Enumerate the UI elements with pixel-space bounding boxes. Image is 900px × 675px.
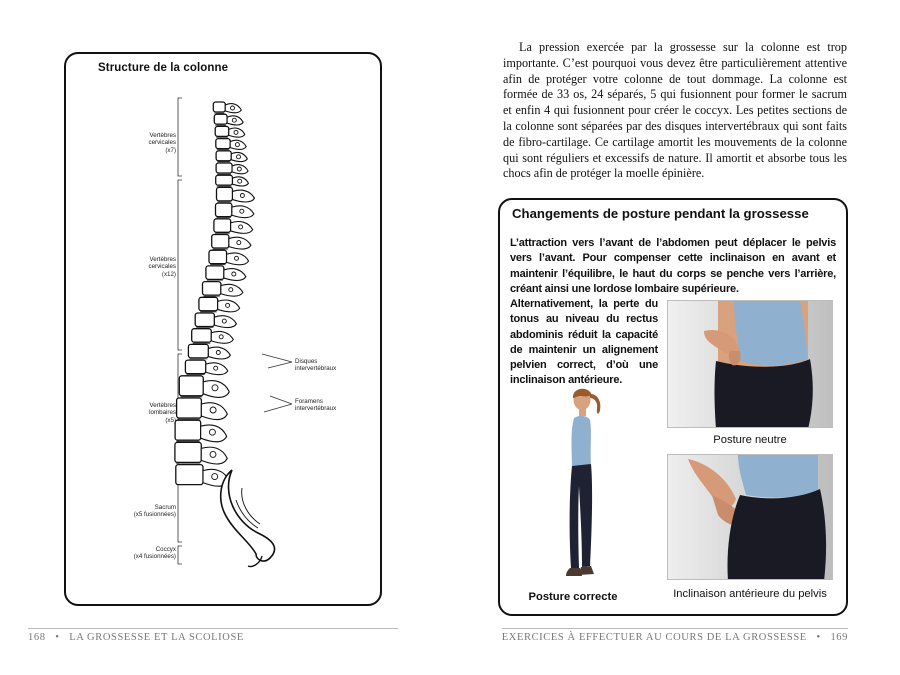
photo-anterior-tilt-image: [668, 455, 833, 580]
vertebra-body: [199, 297, 218, 311]
left-footer-bullet: •: [55, 632, 60, 643]
sacrum-shape: [221, 470, 275, 561]
vertebra-facet: [214, 366, 218, 370]
spine-box-title: Structure de la colonne: [98, 62, 229, 74]
vertebra-facet: [226, 303, 230, 307]
vertebra-facet: [212, 385, 218, 391]
vertebra-facet: [216, 351, 220, 355]
label-intervertebral-foramen: Foramens intervertébraux: [295, 398, 337, 413]
vertebra-body: [176, 465, 203, 485]
posture-box-title: Changements de posture pendant la grossesse: [512, 206, 809, 221]
vertebra-facet: [235, 256, 239, 260]
vertebra-body: [195, 313, 214, 327]
photo-neutral-image: [668, 301, 833, 428]
vertebra-facet: [232, 272, 236, 276]
right-footer-bullet: •: [816, 632, 821, 643]
vertebra-body: [185, 360, 205, 374]
vertebra-body: [216, 175, 233, 185]
woman-caption: Posture correcte: [528, 591, 618, 603]
vertebra-facet: [240, 209, 244, 213]
vertebra-body: [179, 376, 203, 396]
vertebra-facet: [234, 130, 238, 134]
vertebra-body: [216, 163, 232, 173]
vertebra-body: [177, 398, 202, 418]
label-intervertebral-discs: Disques intervertébraux: [295, 358, 337, 373]
vertebra-body: [175, 442, 201, 462]
vertebra-body: [214, 114, 227, 124]
label-thoracic: Vertèbres cervicales (x12): [148, 256, 176, 278]
vertebra-facet: [237, 241, 241, 245]
vertebra-facet: [229, 288, 233, 292]
vertebra-body: [216, 151, 231, 161]
photo-neutral-caption: Posture neutre: [713, 434, 787, 446]
vertebra-body: [175, 420, 201, 440]
intro-paragraph: La pression exercée par la grossesse sur la colonne est trop importante. C’est pourquoi vous devez être particulièrement attentive afin de protéger votre colonne de tout dommage. La colonne est formée de 33 os, 24 séparés, 5 qui fusionnent pour former le sacrum et enfin 4 qui fusionnent pour créer le coccyx. Les petites sections de la colonne sont séparées par des disques intervertébraux qui sont faits de fibro-cartilage. Ce cartilage amortit les mouvements de la colonne qui sont réguliers et excessifs de nature. Il amortit et absorbe tous les chocs afin de protéger la moelle épinière.: [503, 40, 847, 181]
vertebra-body: [212, 235, 229, 249]
photo-neutral-posture: [667, 300, 833, 428]
vertebra-body: [215, 126, 229, 136]
label-sacrum: Sacrum (x5 fusionnées): [133, 504, 176, 519]
vertebra-facet: [237, 167, 241, 171]
left-footer: [28, 632, 244, 643]
vertebra-body: [213, 102, 225, 112]
vertebra-body: [209, 250, 227, 264]
right-running-title: EXERCICES À EFFECTUER AU COURS DE LA GROSSESSE: [501, 632, 807, 643]
vertebra-facet: [238, 179, 242, 183]
vertebra-facet: [231, 106, 235, 110]
right-footer-rule: [502, 628, 848, 629]
right-page-number: 169: [830, 632, 848, 643]
vertebra-facet: [240, 194, 244, 198]
left-page-number: 168: [28, 632, 46, 643]
vertebra-body: [216, 203, 232, 217]
vertebra-body: [188, 344, 208, 358]
vertebrae-column: [175, 102, 255, 486]
vertebra-body: [192, 329, 212, 343]
woman-correct-posture-illustration: [560, 386, 620, 586]
vertebra-facet: [210, 451, 216, 457]
left-running-title: LA GROSSESSE ET LA SCOLIOSE: [69, 632, 244, 643]
vertebra-body: [217, 187, 233, 201]
vertebra-body: [203, 282, 221, 296]
posture-paragraph-1: L’attraction vers l’avant de l’abdomen peut déplacer le pelvis vers l’avant. Pour compenser cette inclinaison en avant et maintenir l’équilibre, le haut du corps se penche vers l’arrière, créant ainsi une lordose lombaire supérieure.: [510, 237, 836, 295]
label-cervical: Vertèbres cervicales (x7): [148, 132, 176, 154]
vertebra-body: [216, 139, 230, 149]
vertebra-facet: [239, 225, 243, 229]
photo-anterior-pelvic-tilt: [667, 454, 833, 580]
vertebra-facet: [219, 335, 223, 339]
label-coccyx: Coccyx (x4 fusionnées): [133, 546, 176, 561]
right-footer: [502, 632, 848, 643]
vertebra-facet: [235, 143, 239, 147]
left-footer-rule: [28, 628, 398, 629]
vertebra-facet: [212, 474, 218, 480]
vertebra-body: [206, 266, 224, 280]
vertebra-facet: [237, 155, 241, 159]
photo-anterior-tilt-caption: Inclinaison antérieure du pelvis: [673, 588, 827, 600]
vertebra-facet: [209, 429, 215, 435]
posture-paragraph-2: Alternativement, la perte du tonus au niveau du rectus abdominis réduit la capacité de maintenir un alignement pelvien correct, d’où une inclinaison antérieure.: [510, 298, 658, 387]
vertebra-facet: [222, 319, 226, 323]
label-lumbar: Vertèbres lombaires (x5): [149, 402, 176, 424]
vertebra-facet: [210, 407, 216, 413]
vertebra-facet: [232, 118, 236, 122]
vertebra-body: [214, 219, 231, 233]
